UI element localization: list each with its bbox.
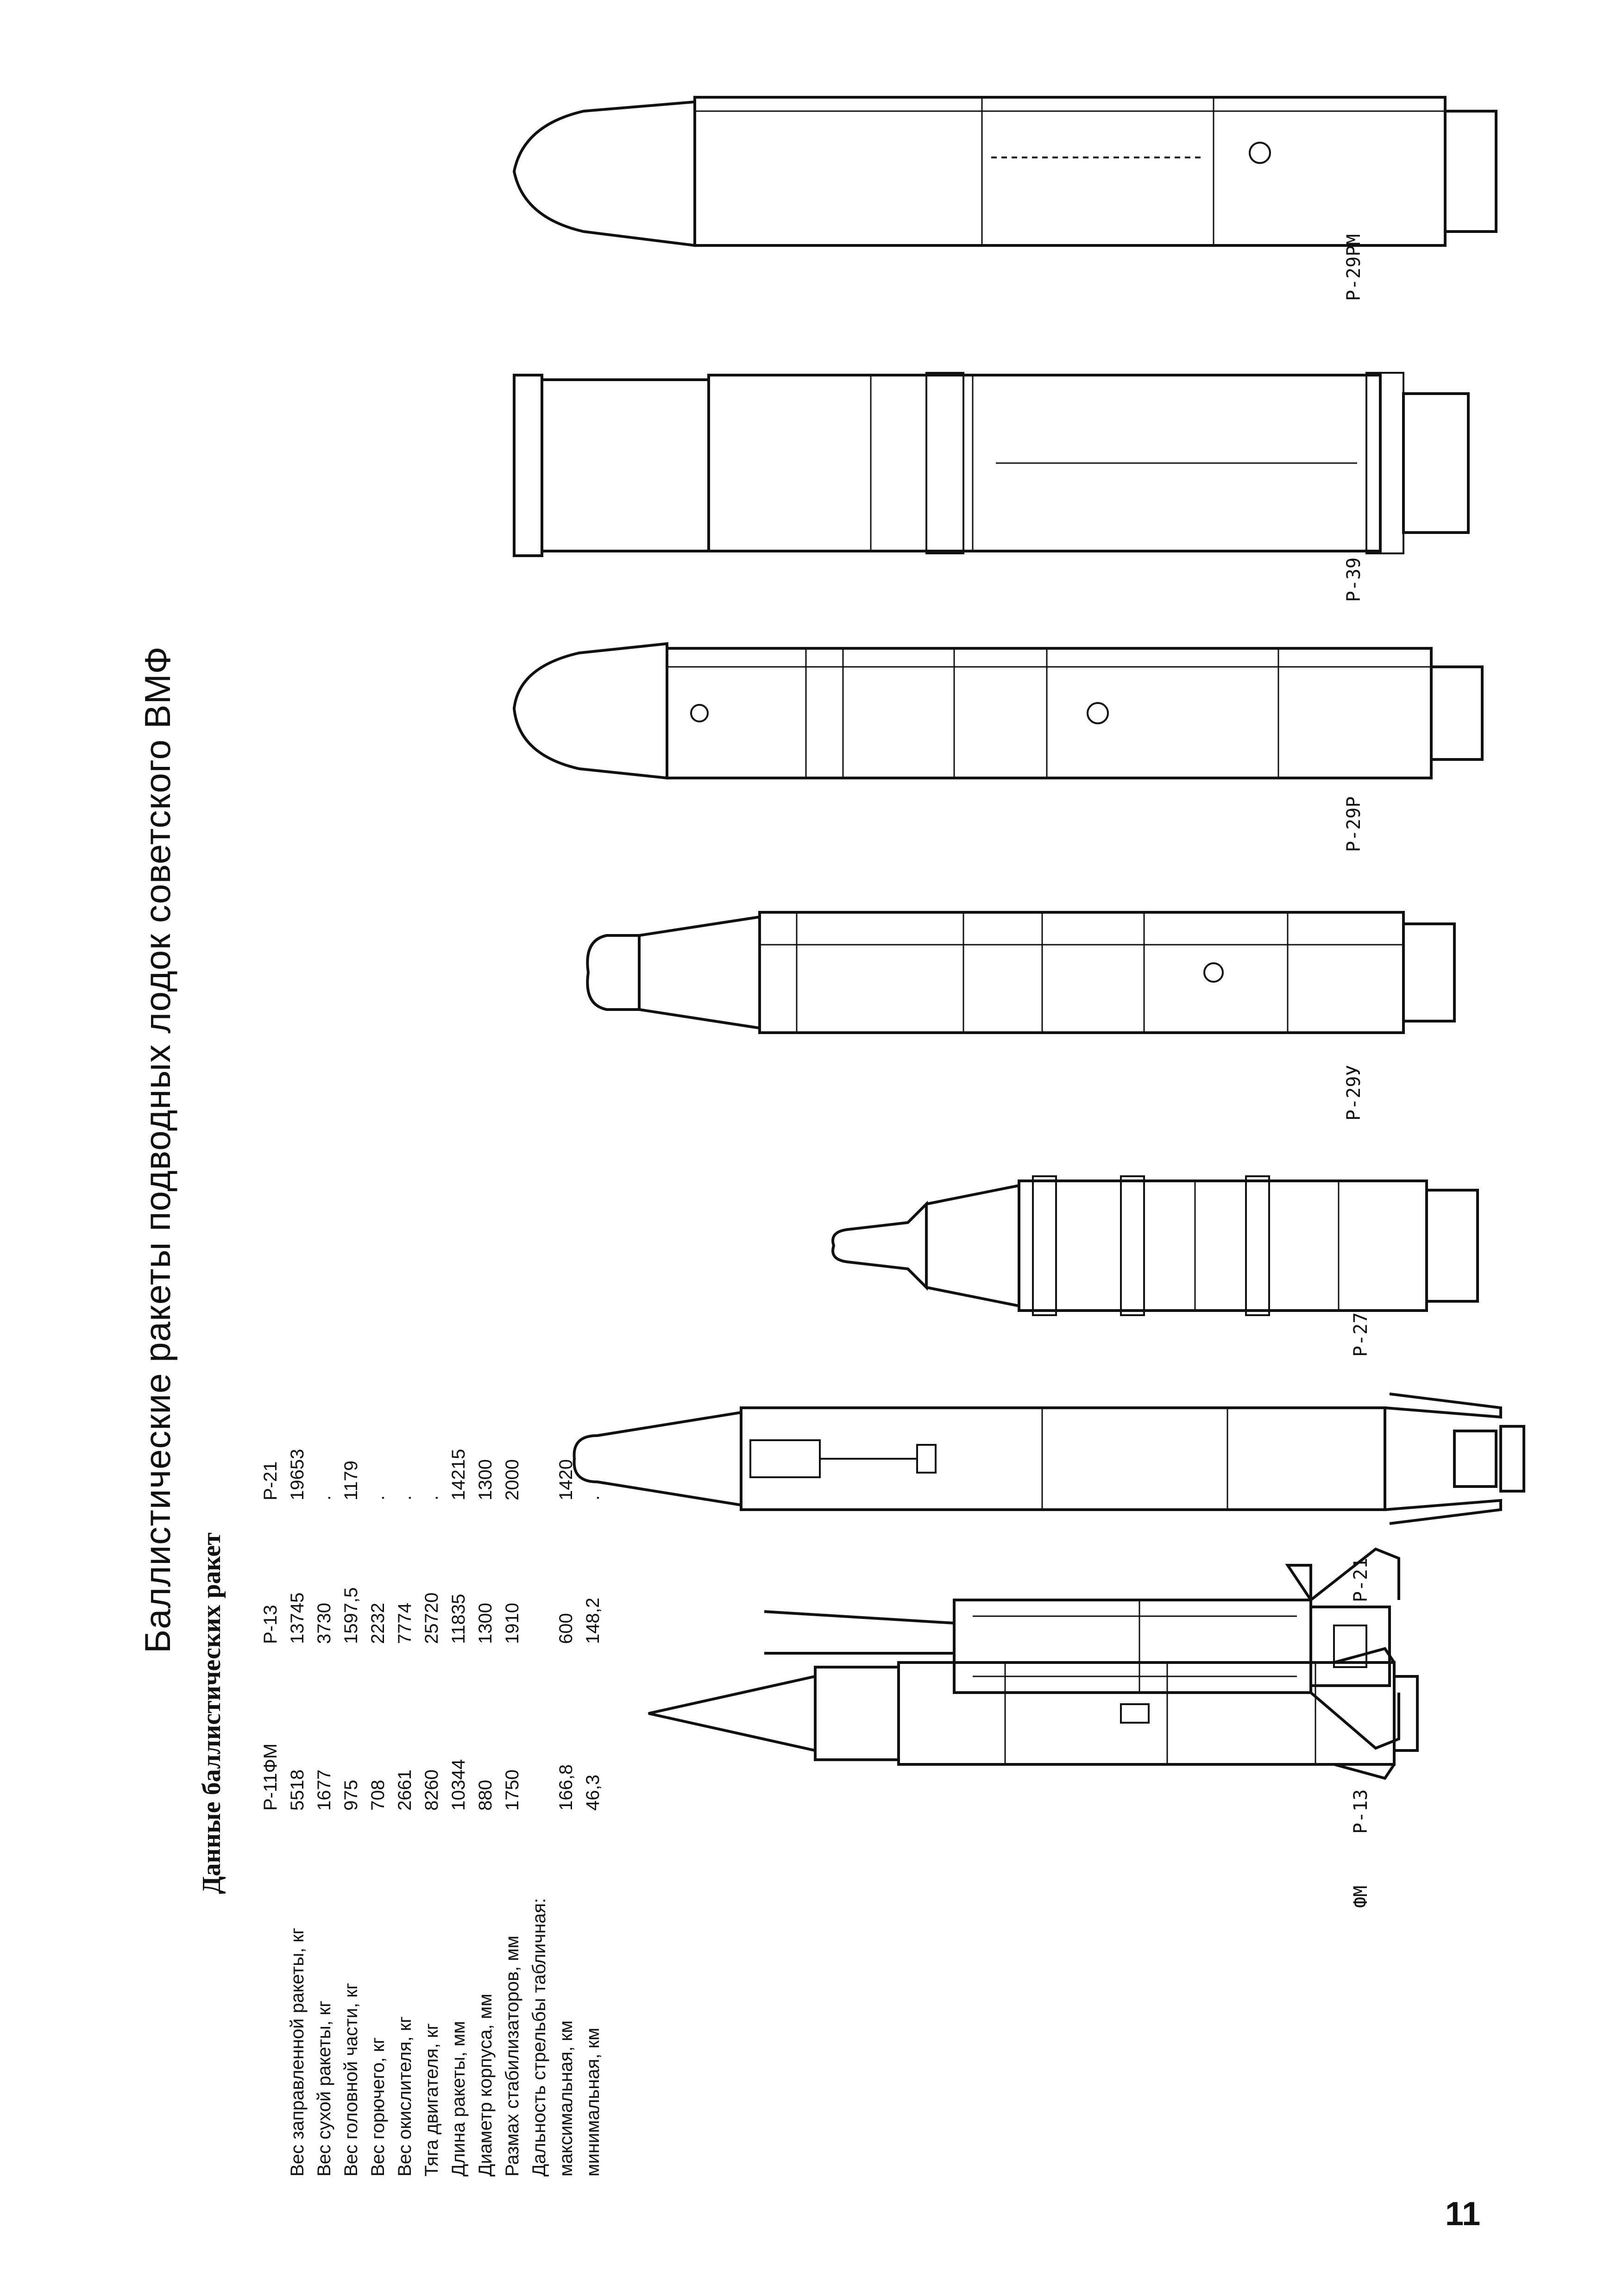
cell: 880 xyxy=(475,1780,496,1811)
missile-r29u-drawing xyxy=(587,912,1454,1033)
missile-label: Р-21 xyxy=(1350,1557,1371,1602)
missile-fm-drawing xyxy=(764,1549,1399,1748)
row-label: Вес сухой ракеты, кг xyxy=(314,2000,334,2177)
cell: 2000 xyxy=(502,1459,522,1500)
row-label: Дальность стрельбы табличная: xyxy=(529,1898,549,2177)
cell: 8260 xyxy=(421,1769,442,1811)
missile-r27-drawing xyxy=(833,1176,1478,1315)
cell: . xyxy=(368,1495,388,1500)
row-label: максимальная, км xyxy=(556,2020,576,2177)
cell: . xyxy=(314,1495,334,1500)
row-label: Тяга двигателя, кг xyxy=(421,2023,442,2177)
cell: 13745 xyxy=(287,1592,308,1644)
missile-r29r-drawing xyxy=(514,644,1482,778)
cell: 10344 xyxy=(448,1759,469,1811)
cell: 2232 xyxy=(368,1603,388,1644)
cell: 148,2 xyxy=(583,1597,603,1644)
cell: . xyxy=(583,1495,603,1500)
table-heading: Данные баллистических ракет xyxy=(197,1532,226,1894)
column-header: Р-11ФМ xyxy=(260,1743,281,1811)
missile-label: Р-29РМ xyxy=(1343,234,1365,301)
cell: 5518 xyxy=(287,1769,308,1811)
row-label: Размах стабилизаторов, мм xyxy=(502,1935,522,2177)
page-number: 11 xyxy=(1445,2196,1481,2233)
cell: 1910 xyxy=(502,1603,522,1644)
row-label: Диаметр корпуса, мм xyxy=(475,1994,496,2177)
cell: 3730 xyxy=(314,1603,334,1644)
cell: 1300 xyxy=(475,1603,496,1644)
missile-r13-drawing xyxy=(648,1649,1417,1778)
missile-r29rm-drawing xyxy=(514,97,1496,245)
cell: . xyxy=(395,1495,415,1500)
missile-label: Р-29Р xyxy=(1343,796,1365,852)
column-header: Р-13 xyxy=(260,1605,281,1644)
cell: 600 xyxy=(556,1613,576,1644)
cell: 1677 xyxy=(314,1769,334,1811)
cell: 46,3 xyxy=(583,1775,603,1811)
missile-label: Р-29У xyxy=(1343,1065,1365,1121)
missile-label: Р-13 xyxy=(1350,1789,1371,1834)
cell: 11835 xyxy=(448,1593,469,1644)
row-label: Вес горючего, кг xyxy=(368,2037,388,2177)
column-header: Р-21 xyxy=(260,1461,281,1500)
cell: 975 xyxy=(341,1780,361,1811)
cell: 1750 xyxy=(502,1769,522,1811)
cell: 166,8 xyxy=(556,1764,576,1811)
cell: 708 xyxy=(368,1780,388,1811)
missile-r21-drawing xyxy=(574,1394,1524,1524)
cell: . xyxy=(421,1495,442,1500)
cell: 19653 xyxy=(287,1449,308,1500)
cell: 1420 xyxy=(556,1459,576,1500)
cell: 2661 xyxy=(395,1769,415,1811)
cell: 1597,5 xyxy=(341,1587,361,1644)
row-label: минимальная, км xyxy=(583,2027,603,2177)
cell: 25720 xyxy=(421,1592,442,1644)
cell: 1179 xyxy=(341,1460,361,1500)
cell: 14215 xyxy=(448,1449,469,1500)
row-label: Вес заправленной ракеты, кг xyxy=(287,1927,308,2177)
missile-label: Р-27 xyxy=(1350,1312,1371,1357)
row-label: Длина ракеты, мм xyxy=(448,2021,469,2177)
missile-r39-drawing xyxy=(514,373,1468,556)
cell: 1300 xyxy=(475,1459,496,1500)
missile-label: Р-39 xyxy=(1343,557,1365,602)
row-label: Вес головной части, кг xyxy=(341,1982,361,2177)
cell: 7774 xyxy=(395,1603,415,1644)
missile-label: ФМ xyxy=(1350,1885,1371,1908)
page-title: Баллистические ракеты подводных лодок советского ВМФ xyxy=(137,646,178,1653)
row-label: Вес окислителя, кг xyxy=(395,2016,415,2177)
